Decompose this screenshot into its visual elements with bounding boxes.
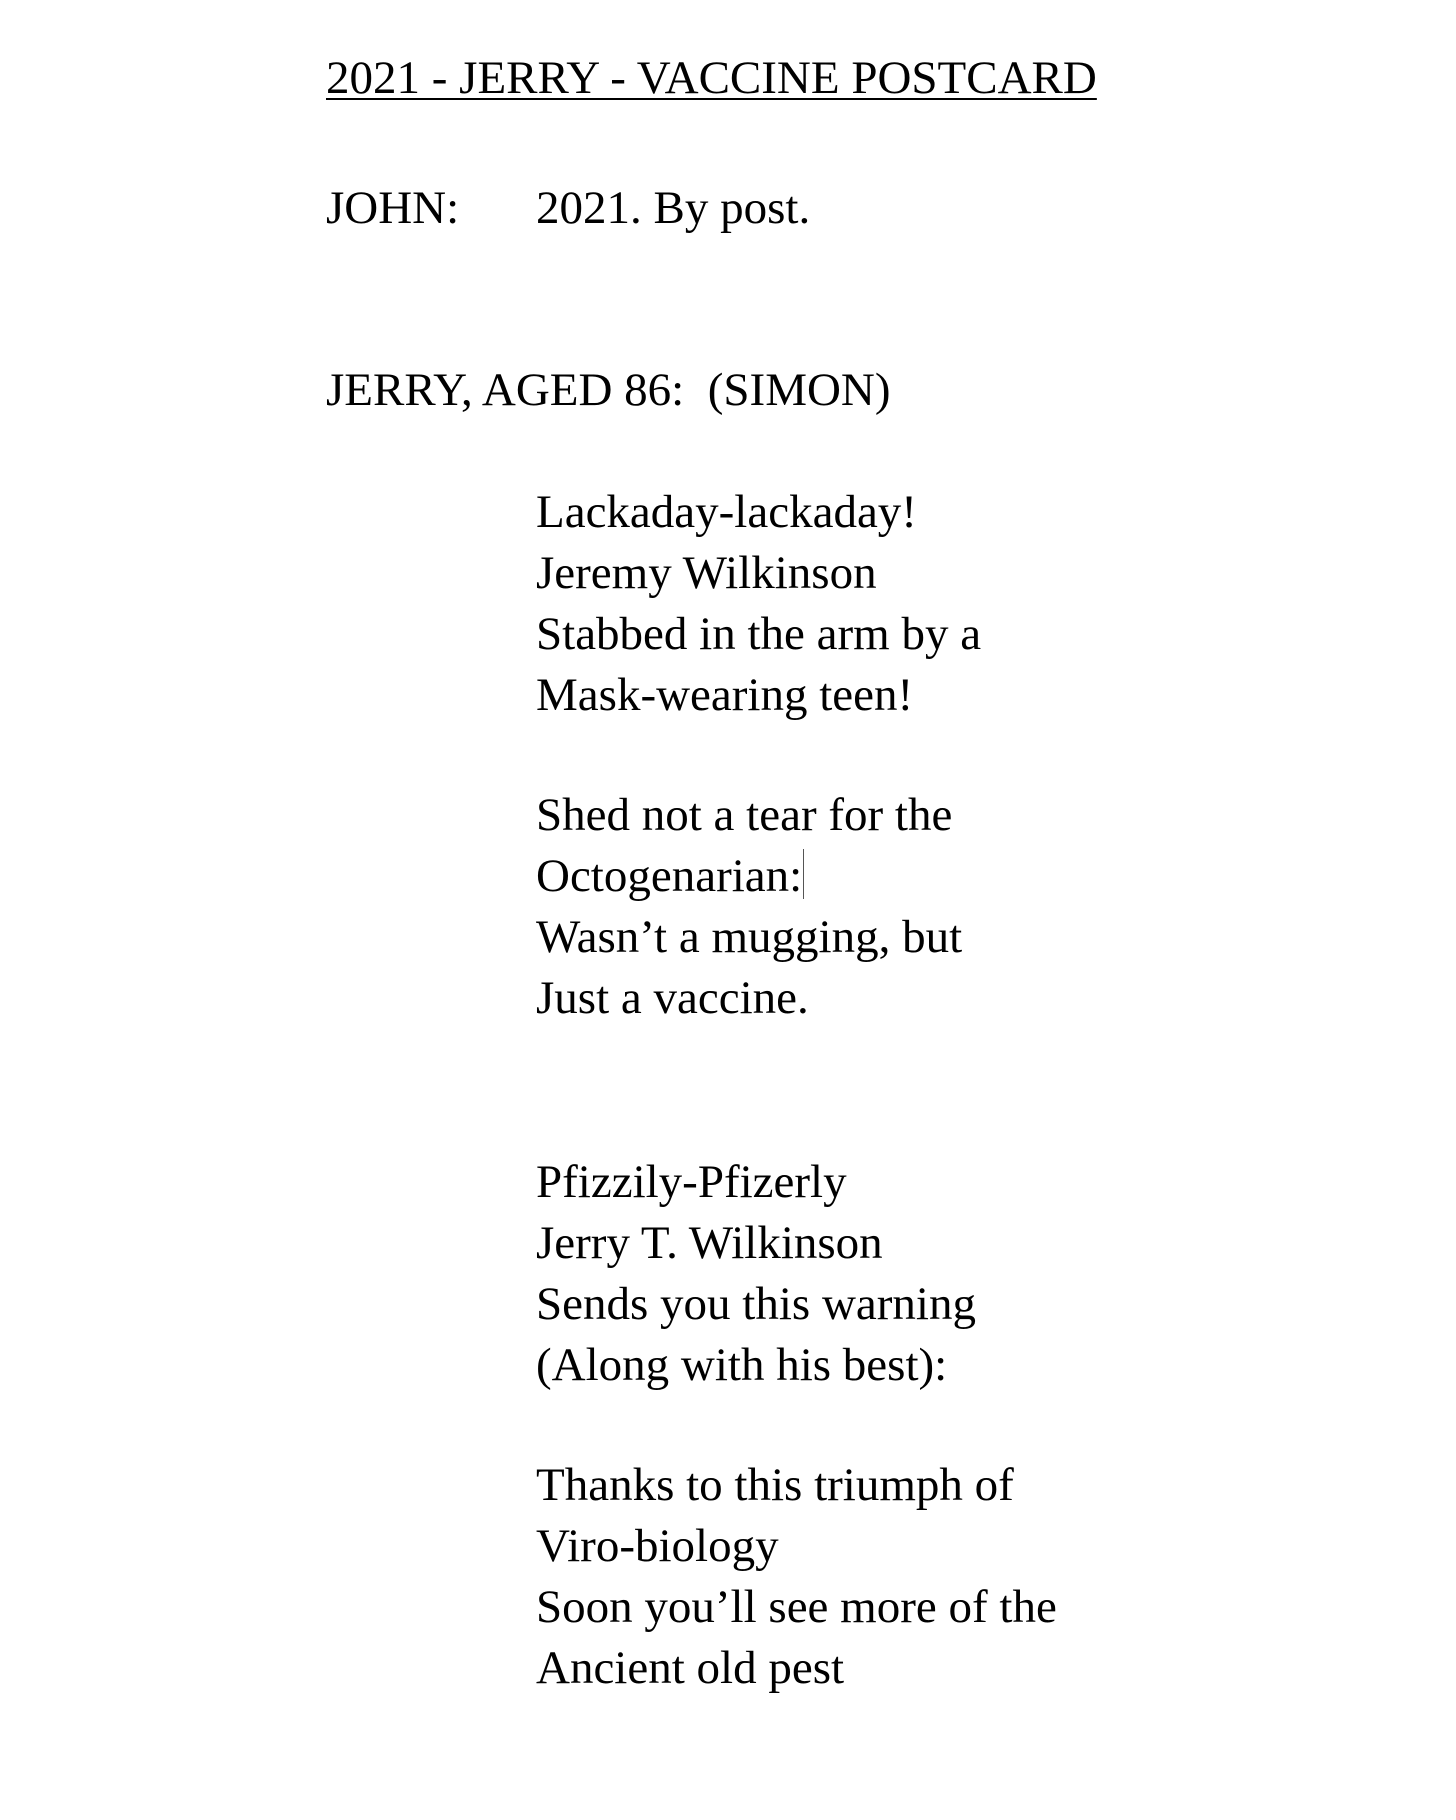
verse-line: Jerry T. Wilkinson — [536, 1217, 883, 1269]
verse-line: Jeremy Wilkinson — [536, 547, 877, 599]
verse-line: Viro-biology — [536, 1520, 779, 1572]
stanza-2 — [536, 785, 962, 1029]
john-line — [326, 178, 810, 238]
verse-line: Stabbed in the arm by a — [536, 608, 982, 660]
verse-line[interactable] — [536, 846, 962, 907]
verse-line: Pfizzily-Pfizerly — [536, 1156, 847, 1208]
verse-line: Lackaday-lackaday! — [536, 486, 917, 538]
stanza-3 — [536, 1152, 976, 1396]
jerry-line — [326, 360, 891, 420]
verse-line: Shed not a tear for the — [536, 789, 953, 841]
text-cursor — [803, 849, 804, 899]
actor-note: (SIMON) — [707, 364, 891, 416]
verse-line: Ancient old pest — [536, 1642, 845, 1694]
verse-line: Soon you’ll see more of the — [536, 1581, 1057, 1633]
verse-line: Wasn’t a mugging, but — [536, 911, 963, 963]
stanza-1 — [536, 482, 981, 726]
verse-line: Thanks to this triumph of — [536, 1459, 1014, 1511]
verse-line: (Along with his best): — [536, 1339, 948, 1391]
verse-line: Just a vaccine. — [536, 972, 809, 1024]
document-title: 2021 - JERRY - VACCINE POSTCARD — [326, 52, 1097, 104]
verse-line: Sends you this warning — [536, 1278, 976, 1330]
stanza-4 — [536, 1455, 1057, 1699]
john-dialogue: 2021. By post. — [536, 182, 811, 234]
speaker-label-jerry: JERRY, AGED 86: — [326, 364, 685, 416]
speaker-label-john: JOHN: — [326, 182, 460, 234]
verse-line: Mask-wearing teen! — [536, 669, 914, 721]
verse-line-text: Octogenarian: — [536, 850, 803, 902]
